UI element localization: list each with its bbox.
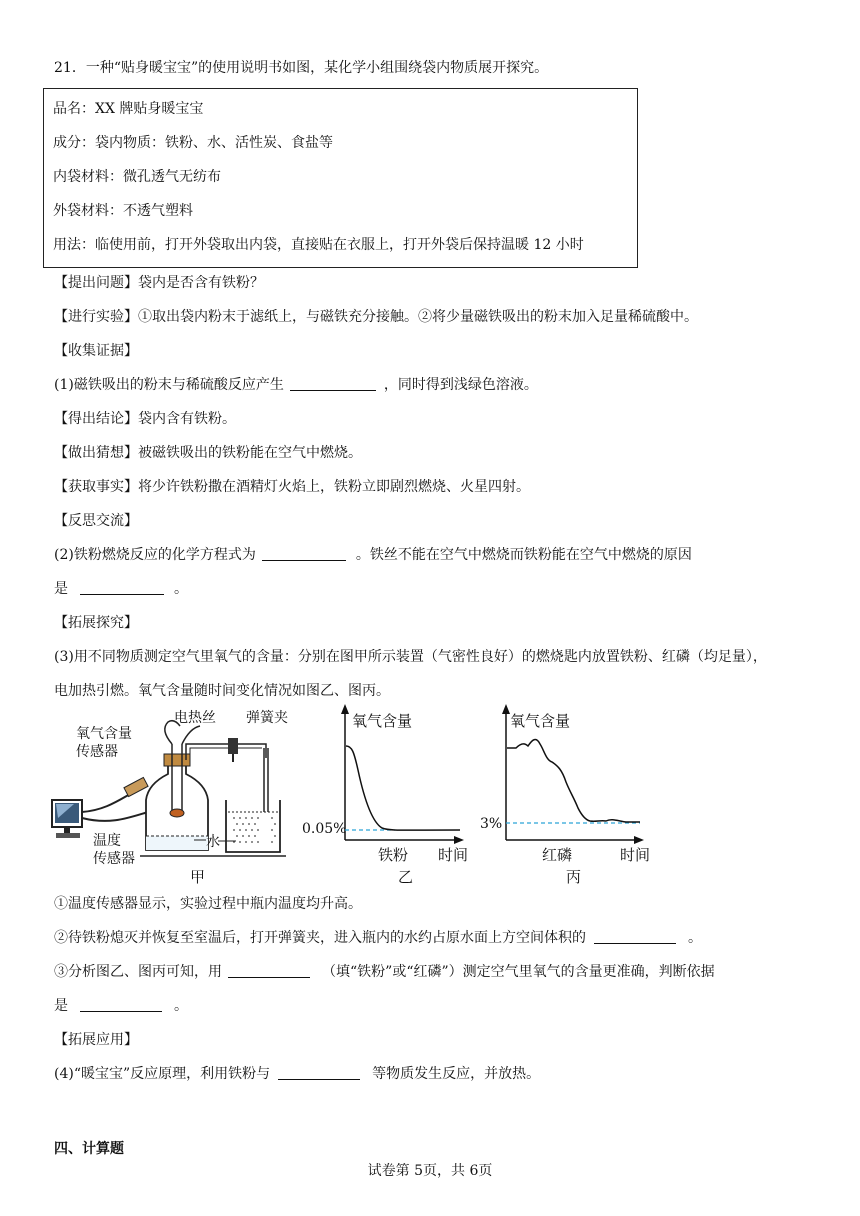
question-intro: 21．一种“贴身暖宝宝”的使用说明书如图，某化学小组围绕袋内物质展开探究。 — [54, 60, 549, 76]
box-line-usage: 用法：临使用前，打开外袋取出内袋，直接贴在衣服上，打开外袋后保持温暖 12 小时 — [53, 237, 584, 253]
q2-text-a: (2)铁粉燃烧反应的化学方程式为 — [54, 547, 256, 563]
bing-level-label: 3% — [480, 816, 503, 832]
yi-y-label: 氧气含量 — [352, 712, 413, 730]
q3-basis-text-a: 是 — [54, 998, 68, 1014]
conclusion: 【得出结论】袋内含有铁粉。 — [54, 411, 236, 427]
hypothesis: 【做出猜想】被磁铁吸出的铁粉能在空气中燃烧。 — [54, 445, 362, 461]
q3-sub2-text-b: 。 — [688, 930, 702, 946]
yi-x-label: 时间 — [438, 846, 469, 864]
q1-answer-blank[interactable] — [290, 376, 376, 391]
label-o2-sensor-1: 氧气含量 — [76, 726, 132, 742]
caption-bing: 丙 — [566, 868, 582, 886]
q1-text-a: (1)磁铁吸出的粉末与稀硫酸反应产生 — [54, 377, 284, 393]
apparatus-figure-jia — [52, 709, 288, 886]
q1-line — [54, 375, 538, 395]
box-line-name: 品名：XX 牌贴身暖宝宝 — [53, 101, 204, 117]
q2-reason-line — [54, 579, 188, 599]
caption-yi: 乙 — [398, 868, 414, 886]
bing-y-label: 氧气含量 — [510, 712, 571, 730]
box-line-outer-bag: 外袋材料：不透气塑料 — [53, 203, 193, 219]
label-wire: 电热丝 — [174, 710, 216, 726]
clip-icon — [228, 738, 238, 754]
q3-sub3-text-b: （填“铁粉”或“红磷”）测定空气里氧气的含量更准确，判断依据 — [322, 964, 715, 980]
q2-reason-text-a: 是 — [54, 581, 68, 597]
q4-blank[interactable] — [278, 1065, 360, 1080]
q2-reason-blank[interactable] — [80, 580, 164, 595]
collect-evidence: 【收集证据】 — [54, 343, 138, 359]
box-line-ingredients: 成分：袋内物质：铁粉、水、活性炭、食盐等 — [53, 135, 333, 151]
q3-sub3-blank[interactable] — [228, 963, 310, 978]
q3-sub2-text-a: ②待铁粉熄灭并恢复至室温后，打开弹簧夹，进入瓶内的水约占原水面上方空间体积的 — [54, 930, 586, 946]
q4-text-b: 等物质发生反应，并放热。 — [372, 1066, 541, 1082]
experiment-figure — [40, 700, 660, 890]
instruction-box — [43, 88, 638, 268]
bing-x-label: 时间 — [620, 846, 651, 864]
q3-basis-blank[interactable] — [80, 997, 162, 1012]
reflection: 【反思交流】 — [54, 513, 138, 529]
graph-bing — [480, 704, 650, 886]
q3-basis-text-b: 。 — [174, 998, 188, 1014]
facts: 【获取事实】将少许铁粉撒在酒精灯火焰上，铁粉立即剧烈燃烧、火星四射。 — [54, 479, 530, 495]
label-o2-sensor-2: 传感器 — [76, 744, 118, 760]
caption-jia: 甲 — [190, 868, 206, 886]
bing-series-label: 红磷 — [542, 846, 573, 864]
q3-sub3-text-a: ③分析图乙、图丙可知，用 — [54, 964, 222, 980]
q3-sub2-blank[interactable] — [594, 929, 676, 944]
extend-apply: 【拓展应用】 — [54, 1032, 138, 1048]
yi-series-label: 铁粉 — [378, 846, 409, 864]
yi-level-label: 0.05% — [302, 821, 347, 837]
q1-text-b: ，同时得到浅绿色溶液。 — [383, 377, 538, 393]
extend-explore: 【拓展探究】 — [54, 615, 138, 631]
label-clip: 弹簧夹 — [246, 710, 288, 726]
graph-yi — [302, 704, 468, 886]
page-footer: 试卷第 5页，共 6页 — [367, 1163, 493, 1179]
experiment: 【进行实验】①取出袋内粉末于滤纸上，与磁铁充分接触。②将少量磁铁吸出的粉末加入足量稀硫酸中。 — [54, 309, 698, 325]
q4-line — [54, 1064, 540, 1084]
q3-basis-line — [54, 996, 188, 1016]
bing-curve — [507, 740, 640, 822]
q3-line-1: (3)用不同物质测定空气里氧气的含量：分别在图甲所示装置（气密性良好）的燃烧匙内放置铁粉、红磷（均足量）， — [54, 649, 767, 665]
section-heading: 四、计算题 — [54, 1141, 124, 1157]
box-line-inner-bag: 内袋材料：微孔透气无纺布 — [53, 169, 221, 185]
label-temp-sensor-2: 传感器 — [93, 851, 135, 867]
label-temp-sensor-1: 温度 — [93, 833, 121, 849]
raise-question: 【提出问题】袋内是否含有铁粉？ — [54, 275, 264, 291]
q2-reason-text-b: 。 — [174, 581, 188, 597]
q3-sub3 — [54, 962, 715, 982]
q2-equation-blank[interactable] — [262, 546, 346, 561]
q2-line — [54, 545, 692, 565]
yi-curve — [346, 746, 460, 830]
q4-text-a: (4)“暖宝宝”反应原理，利用铁粉与 — [54, 1066, 271, 1082]
q3-sub1: ①温度传感器显示，实验过程中瓶内温度均升高。 — [54, 896, 362, 912]
q3-sub2 — [54, 928, 702, 948]
q2-text-b: 。铁丝不能在空气中燃烧而铁粉能在空气中燃烧的原因 — [355, 547, 692, 563]
q3-line-2: 电加热引燃。氧气含量随时间变化情况如图乙、图丙。 — [54, 683, 390, 699]
label-water: 水 — [206, 834, 220, 850]
